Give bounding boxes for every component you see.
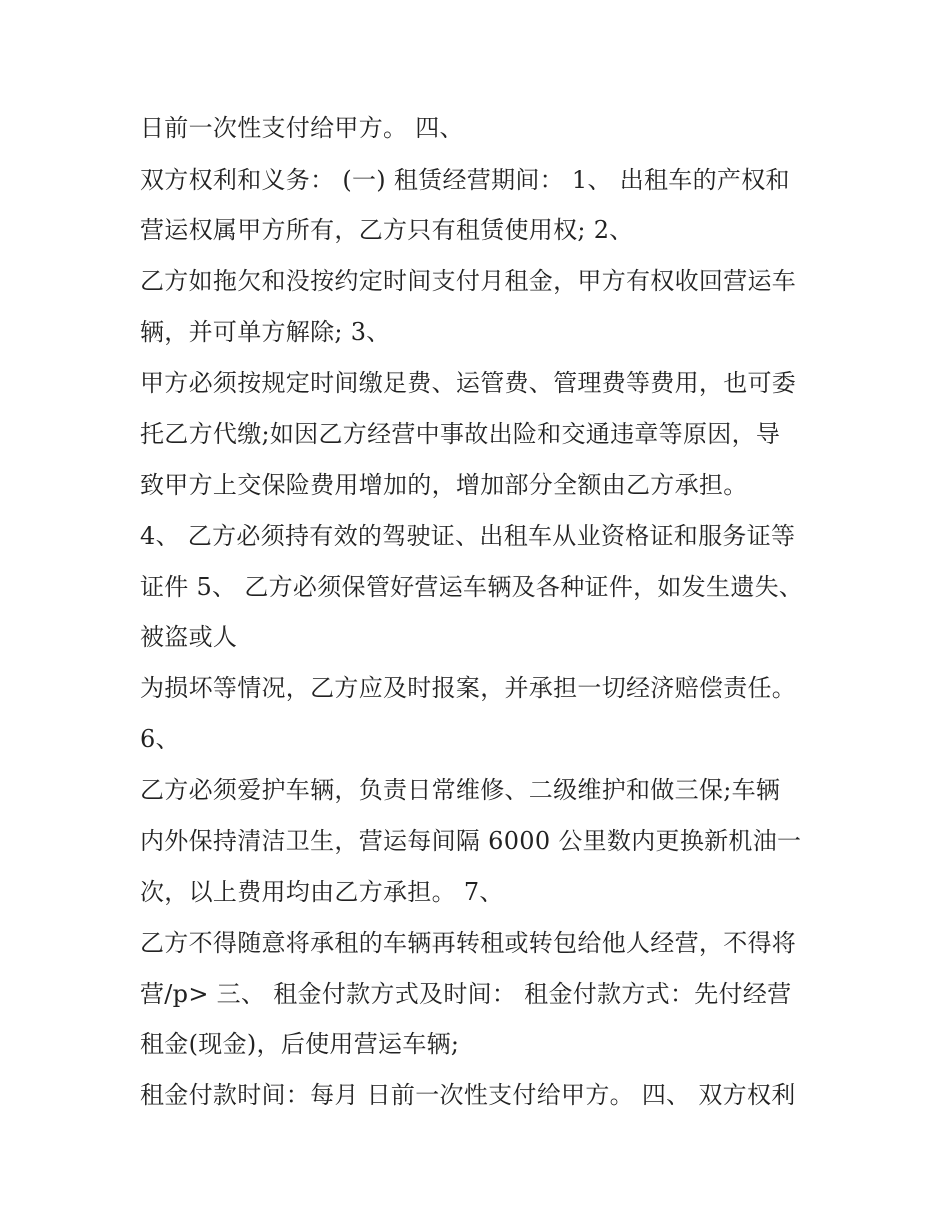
text-line: 为损坏等情况，乙方应及时报案，并承担一切经济赔偿责任。: [140, 674, 797, 702]
text-line: 租金付款时间：每月 日前一次性支付给甲方。 四、 双方权利: [140, 1081, 796, 1109]
text-line: 4、 乙方必须持有效的驾驶证、出租车从业资格证和服务证等: [140, 522, 796, 550]
text-line: 致甲方上交保险费用增加的，增加部分全额由乙方承担。: [140, 471, 748, 499]
text-line: 甲方必须按规定时间缴足费、运管费、管理费等费用，也可委: [140, 369, 797, 397]
text-line: 内外保持清洁卫生，营运每间隔 6000 公里数内更换新机油一: [140, 827, 802, 855]
text-line: 租金(现金)，后使用营运车辆;: [140, 1030, 460, 1058]
text-line: 营运权属甲方所有，乙方只有租赁使用权; 2、: [140, 216, 634, 244]
text-line: 证件 5、 乙方必须保管好营运车辆及各种证件，如发生遗失、: [140, 573, 804, 601]
text-line: 乙方不得随意将承租的车辆再转租或转包给他人经营，不得将: [140, 929, 797, 957]
text-line: 营/p> 三、 租金付款方式及时间： 租金付款方式：先付经营: [140, 980, 792, 1008]
text-line: 乙方如拖欠和没按约定时间支付月租金，甲方有权收回营运车: [140, 267, 797, 295]
text-line: 次，以上费用均由乙方承担。 7、: [140, 878, 504, 906]
text-line: 6、: [140, 725, 180, 753]
text-line: 托乙方代缴;如因乙方经营中事故出险和交通违章等原因，导: [140, 420, 781, 448]
text-line: 双方权利和义务： (一) 租赁经营期间： 1、 出租车的产权和: [140, 166, 790, 194]
text-line: 辆，并可单方解除; 3、: [140, 318, 391, 346]
text-line: 乙方必须爱护车辆，负责日常维修、二级维护和做三保;车辆: [140, 776, 781, 804]
text-line: 被盗或人: [140, 623, 238, 651]
text-line: 日前一次性支付给甲方。 四、: [140, 114, 464, 142]
